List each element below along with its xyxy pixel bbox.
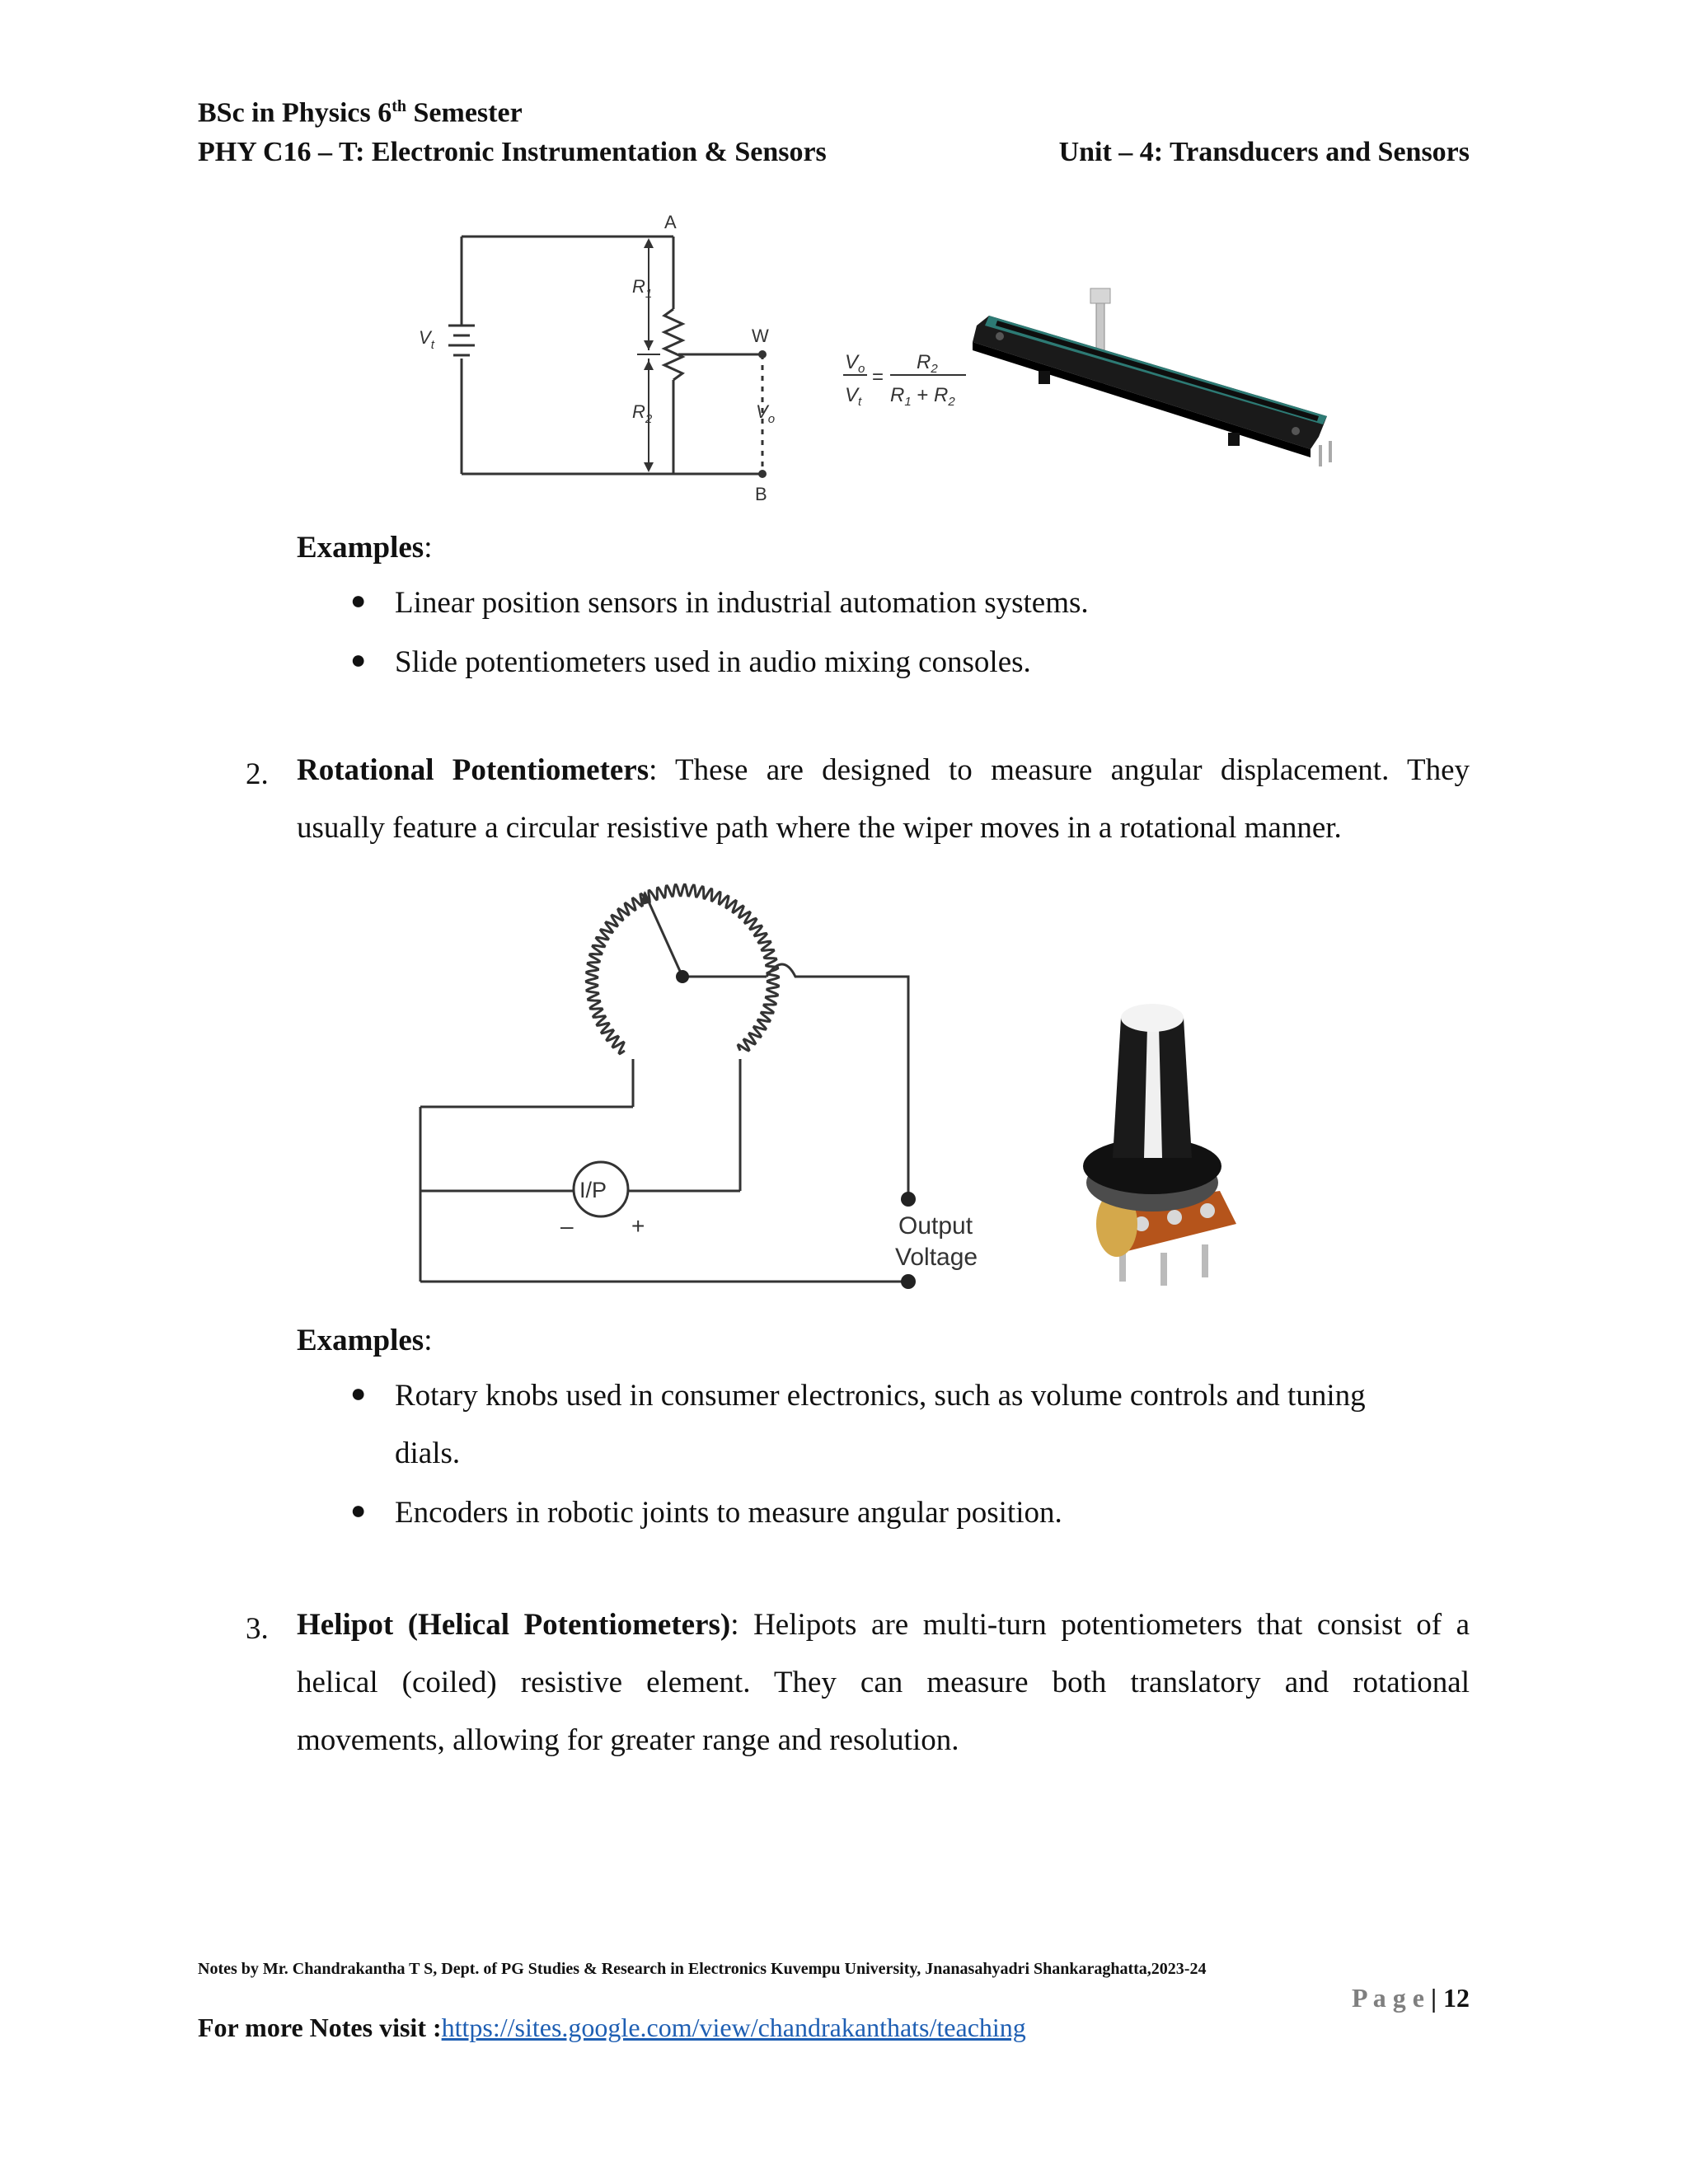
section2-line2: usually feature a circular resistive path where the wiper moves in a rotational manner. [297, 811, 1342, 845]
section3-line1-text: : Helipots are multi-turn potentiometers that consist of a [730, 1608, 1470, 1642]
list-item-text: Slide potentiometers used in audio mixing consoles. [395, 645, 1031, 679]
label-vo: $V_o$ [756, 401, 776, 426]
header-semester-sup: th [392, 97, 407, 115]
examples2-heading-text: Examples [297, 1324, 424, 1357]
footer-visit [198, 2013, 1026, 2043]
list-item-text: Linear position sensors in industrial automation systems. [395, 586, 1089, 620]
footer-notes: Notes by Mr. Chandrakantha T S, Dept. of PG Studies & Research in Electronics Kuvempu University, Jnanasahyadri Shankaraghatta,2023-24 [198, 1960, 1207, 1978]
header-semester [198, 97, 523, 129]
resistive-track [586, 884, 778, 1053]
examples2-colon: : [424, 1324, 433, 1357]
svg-text:Vo: $V_o$ [845, 351, 865, 376]
svg-text:Vt: $V_t$ [845, 384, 862, 409]
section3-line2: helical (coiled) resistive element. They can measure both translatory and rotational [297, 1666, 1470, 1699]
section3-line3: movements, allowing for greater range and resolution. [297, 1723, 959, 1757]
section2-line1-text: : These are designed to measure angular displacement. They [649, 753, 1470, 787]
label-vt: $V_t$ [419, 327, 434, 352]
examples1-colon: : [424, 531, 433, 565]
bullet-icon: ● [350, 585, 367, 615]
header-unit: Unit – 4: Transducers and Sensors [1058, 137, 1470, 167]
bullet-icon: ● [350, 1495, 367, 1525]
header-semester-suffix: Semester [406, 97, 523, 129]
page-indicator [1352, 1983, 1470, 2013]
section3-title: Helipot (Helical Potentiometers) [297, 1608, 731, 1642]
header-course: PHY C16 – T: Electronic Instrumentation & Sensors [198, 137, 827, 167]
section3-line1 [297, 1596, 1470, 1654]
label-r2: $R_2$ [632, 401, 653, 426]
section2-line1 [297, 742, 1470, 799]
label-a: A [664, 212, 677, 232]
notes-link[interactable]: https://sites.google.com/view/chandrakanthats/teaching [441, 2013, 1026, 2042]
svg-text:=: = [872, 366, 884, 388]
linear-pot-figure [396, 210, 1385, 515]
rotary-potentiometer-image [1083, 1004, 1236, 1286]
page-number: 12 [1443, 1983, 1470, 2013]
header-semester-text: BSc in Physics 6 [198, 97, 392, 129]
slide-potentiometer-image [973, 288, 1332, 466]
svg-text:R1 + R2: $R_1 + R_2$ [890, 384, 955, 409]
rotational-pot-figure [404, 861, 1360, 1310]
visit-label: For more Notes visit : [198, 2013, 442, 2042]
bullet-icon: ● [350, 644, 367, 674]
bullet-icon: ● [350, 1378, 367, 1408]
output-label-1: Output [898, 1212, 973, 1240]
page-separator: | [1423, 1983, 1443, 2013]
examples2-heading [297, 1312, 432, 1370]
label-r1: $R_1$ [632, 276, 653, 301]
list-item-text: Encoders in robotic joints to measure angular position. [395, 1496, 1062, 1530]
examples1-heading [297, 519, 432, 577]
label-b: B [755, 484, 767, 504]
output-label-2: Voltage [895, 1244, 978, 1271]
ip-label: I/P [579, 1178, 607, 1202]
examples1-heading-text: Examples [297, 531, 424, 565]
plus-sign: + [631, 1213, 645, 1239]
label-w: W [752, 326, 769, 346]
section2-title: Rotational Potentiometers [297, 753, 649, 787]
minus-sign: – [560, 1213, 574, 1239]
list-item-text: Rotary knobs used in consumer electronics, such as volume controls and tuning [395, 1379, 1366, 1413]
list-item-text-continued: dials. [395, 1436, 461, 1470]
page-word: P a g e [1351, 1983, 1424, 2013]
svg-text:R2: $R_2$ [917, 351, 938, 376]
section2-number: 2. [246, 757, 269, 791]
divider-equation [843, 351, 966, 409]
section3-number: 3. [246, 1612, 269, 1646]
